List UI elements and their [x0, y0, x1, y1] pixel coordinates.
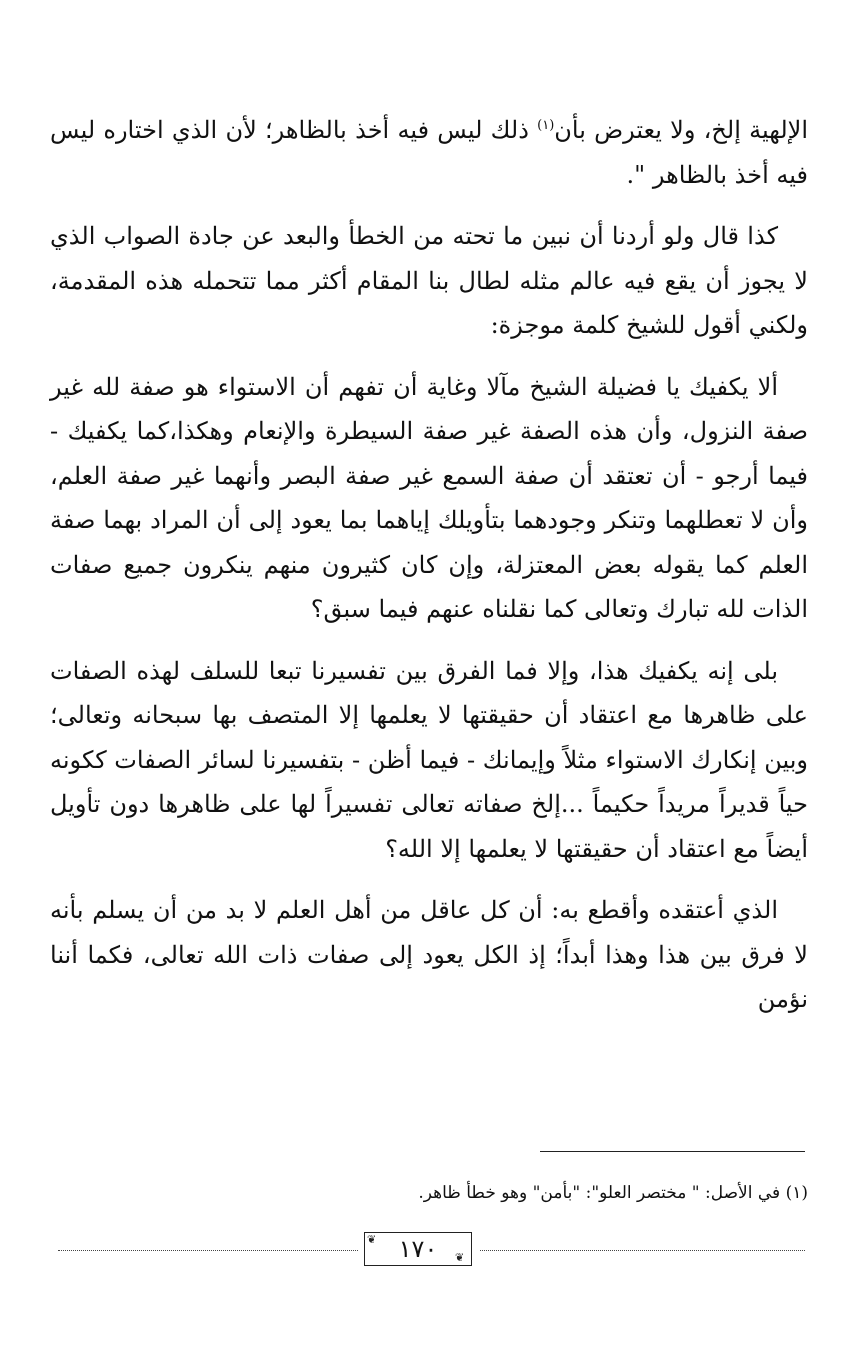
ornament-icon: ❦ [367, 1233, 377, 1246]
page-number: ١٧٠ [398, 1235, 438, 1263]
footer-dotted-line-left [58, 1250, 358, 1251]
paragraph-1 [50, 108, 808, 197]
footer-dotted-line-right [480, 1250, 805, 1251]
footnote: (١) في الأصل: " مختصر العلو": "بأمن" وهو خطأ ظاهر. [418, 1183, 808, 1203]
paragraph-5: الذي أعتقده وأقطع به: أن كل عاقل من أهل العلم لا بد من أن يسلم بأنه لا فرق بين هذا وهذا أبداً؛ إذ الكل يعود إلى صفات ذات الله تعالى، فكما أننا نؤمن [50, 896, 808, 1013]
footnote-marker: (١) [537, 118, 555, 133]
ornament-icon: ❦ [455, 1251, 465, 1264]
page-number-frame [364, 1232, 472, 1266]
paragraph-1-start: الإلهية إلخ، ولا يعترض بأن [554, 116, 808, 144]
paragraph-1-end: ذلك ليس فيه أخذ بالظاهر؛ لأن الذي اختاره ليس فيه أخذ بالظاهر ". [50, 116, 808, 189]
footnote-separator [540, 1151, 805, 1152]
body-text [50, 108, 808, 1039]
paragraph-4: بلى إنه يكفيك هذا، وإلا فما الفرق بين تفسيرنا تبعا للسلف لهذه الصفات على ظاهرها مع اعتقاد أن حقيقتها لا يعلمها إلا المتصف بها سبحانه وتعالى؛ وبين إنكارك الاستواء مثلاً وإيمانك - فيما أظن - بتفسيرنا لسائر الصفات ككونه حياً قديراً مريداً حكيماً ...إلخ صفاته تعالى تفسيراً لها على ظاهرها دون تأويل أيضاً مع اعتقاد أن حقيقتها لا يعلمها إلا الله؟ [50, 656, 808, 863]
paragraph-3: ألا يكفيك يا فضيلة الشيخ مآلا وغاية أن تفهم أن الاستواء هو صفة لله غير صفة النزول، وأن هذه الصفة غير صفة السيطرة والإنعام وهكذا،كما يكفيك - فيما أرجو - أن تعتقد أن صفة السمع غير صفة البصر وأنهما غير صفة العلم، وأن لا تعطلهما وتنكر وجودهما بتأويلك إياهما بما يعود إلى أن المراد بهما صفة العلم كما يقوله بعض المعتزلة، وإن كان كثيرون منهم ينكرون جميع صفات الذات لله تبارك وتعالى كما نقلناه عنهم فيما سبق؟ [50, 372, 809, 623]
paragraph-2: كذا قال ولو أردنا أن نبين ما تحته من الخطأ والبعد عن جادة الصواب الذي لا يجوز أن يقع فيه عالم مثله لطال بنا المقام أكثر مما تتحمله هذه المقدمة، ولكني أقول للشيخ كلمة موجزة: [50, 222, 808, 339]
